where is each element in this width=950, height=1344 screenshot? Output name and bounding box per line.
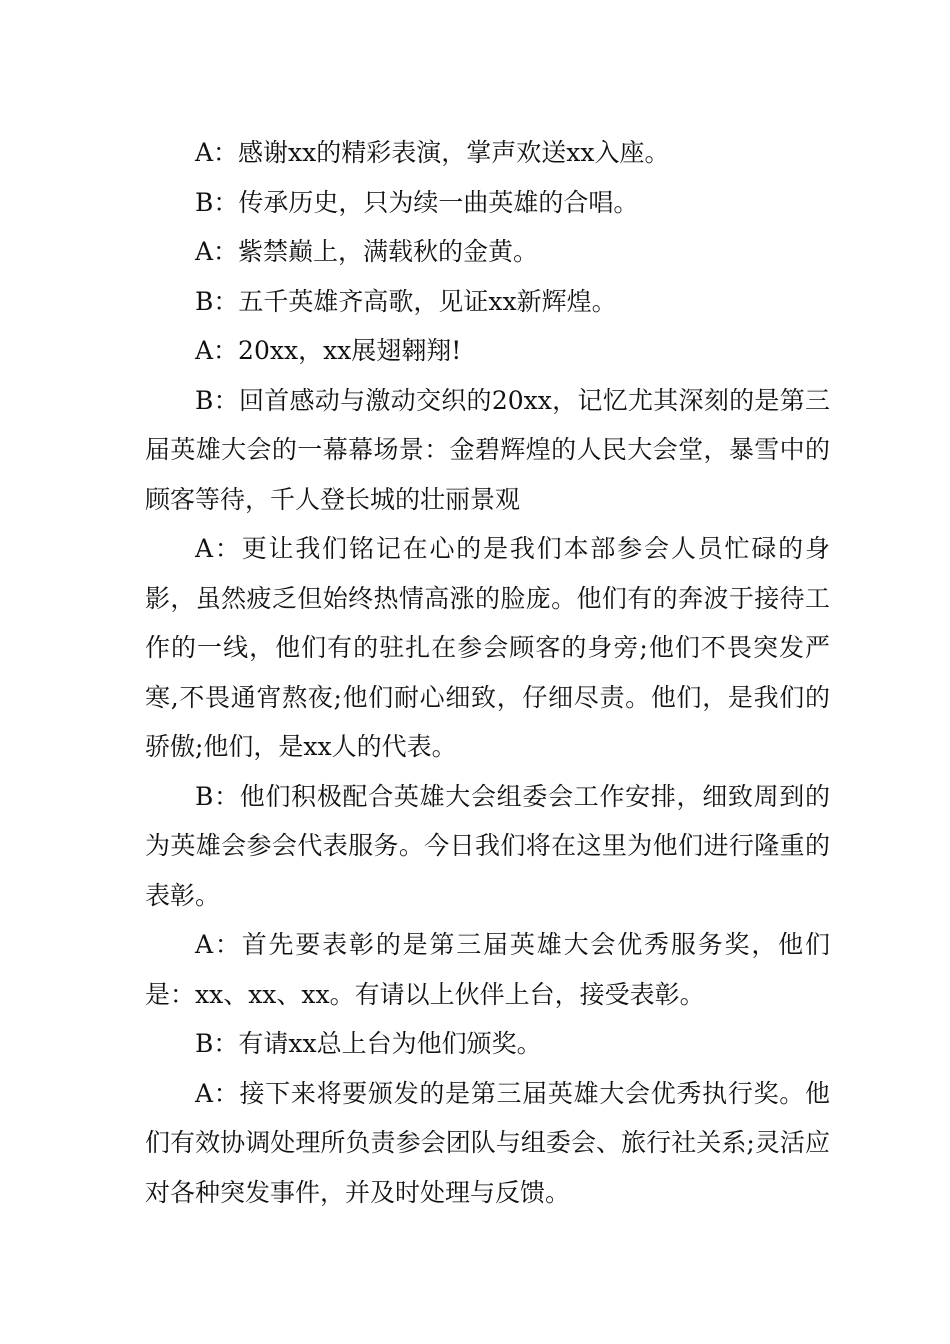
- document-body: [145, 128, 830, 1217]
- paragraph-10: B：有请xx总上台为他们颁奖。: [195, 1029, 542, 1058]
- paragraph-8: B：他们积极配合英雄大会组委会工作安排，细致周到的为英雄会参会代表服务。今日我们将在这里为他们进行隆重的表彰。: [145, 781, 830, 910]
- paragraph-9: A：首先要表彰的是第三届英雄大会优秀服务奖，他们是：xx、xx、xx。有请以上伙伴上台，接受表彰。: [145, 930, 830, 1009]
- paragraph-5: A：20xx，xx展翅翱翔!: [195, 336, 462, 365]
- paragraph-11: A：接下来将要颁发的是第三届英雄大会优秀执行奖。他们有效协调处理所负责参会团队与组委会、旅行社关系;灵活应对各种突发事件，并及时处理与反馈。: [145, 1078, 830, 1207]
- paragraph-7: A：更让我们铭记在心的是我们本部参会人员忙碌的身影，虽然疲乏但始终热情高涨的脸庞。他们有的奔波于接待工作的一线，他们有的驻扎在参会顾客的身旁;他们不畏突发严寒,不畏通宵熬夜;他们耐心细致，仔细尽责。他们，是我们的骄傲;他们，是xx人的代表。: [145, 534, 830, 761]
- paragraph-1: A：感谢xx的精彩表演，掌声欢送xx入座。: [195, 138, 670, 167]
- paragraph-2: B：传承历史，只为续一曲英雄的合唱。: [195, 187, 639, 217]
- paragraph-3: A：紫禁巅上，满载秋的金黄。: [195, 237, 539, 266]
- paragraph-4: B：五千英雄齐高歌，见证xx新辉煌。: [195, 286, 617, 316]
- paragraph-6: B：回首感动与激动交织的20xx，记忆尤其深刻的是第三届英雄大会的一幕幕场景：金碧辉煌的人民大会堂，暴雪中的顾客等待，千人登长城的壮丽景观: [145, 385, 830, 514]
